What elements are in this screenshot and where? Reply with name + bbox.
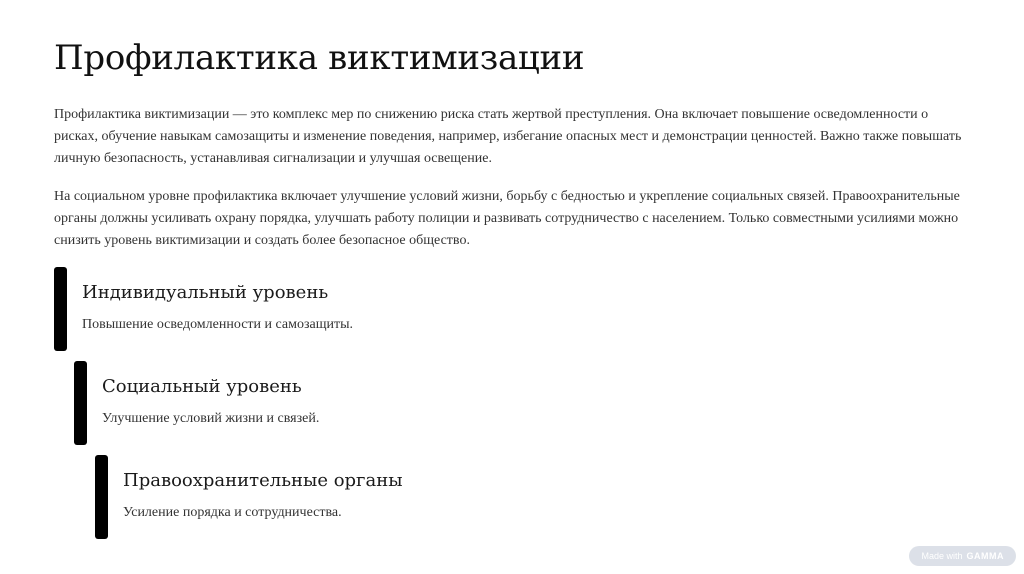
slide-title: Профилактика виктимизации	[54, 38, 585, 78]
step-text: Улучшение условий жизни и связей.	[102, 411, 320, 426]
step-text: Усиление порядка и сотрудничества.	[123, 505, 342, 520]
gamma-logo: GAMMA	[966, 551, 1004, 561]
badge-prefix: Made with	[921, 551, 963, 561]
made-with-gamma-badge[interactable]	[909, 546, 1016, 566]
step-title: Правоохранительные органы	[123, 470, 403, 491]
intro-paragraph: Профилактика виктимизации — это комплекс мер по снижению риска стать жертвой преступления. Она включает повышение осведомленности о рисках, обучение навыкам самозащиты и изменение поведения, например, избегание опасных мест и демонстрации ценностей. Важно также повышать личную безопасность, устанавливая сигнализации и улучшая освещение.	[54, 107, 962, 166]
step-marker-bar	[74, 361, 87, 445]
step-marker-bar	[95, 455, 108, 539]
step-title: Индивидуальный уровень	[82, 282, 329, 303]
step-marker-bar	[54, 267, 67, 351]
step-title: Социальный уровень	[102, 376, 302, 397]
social-paragraph: На социальном уровне профилактика включает улучшение условий жизни, борьбу с бедностью и укрепление социальных связей. Правоохранительные органы должны усиливать охрану порядка, улучшать работу полиции и развивать сотрудничество с населением. Только совместными усилиями можно снизить уровень виктимизации и создать более безопасное общество.	[54, 189, 960, 248]
step-text: Повышение осведомленности и самозащиты.	[82, 317, 354, 332]
